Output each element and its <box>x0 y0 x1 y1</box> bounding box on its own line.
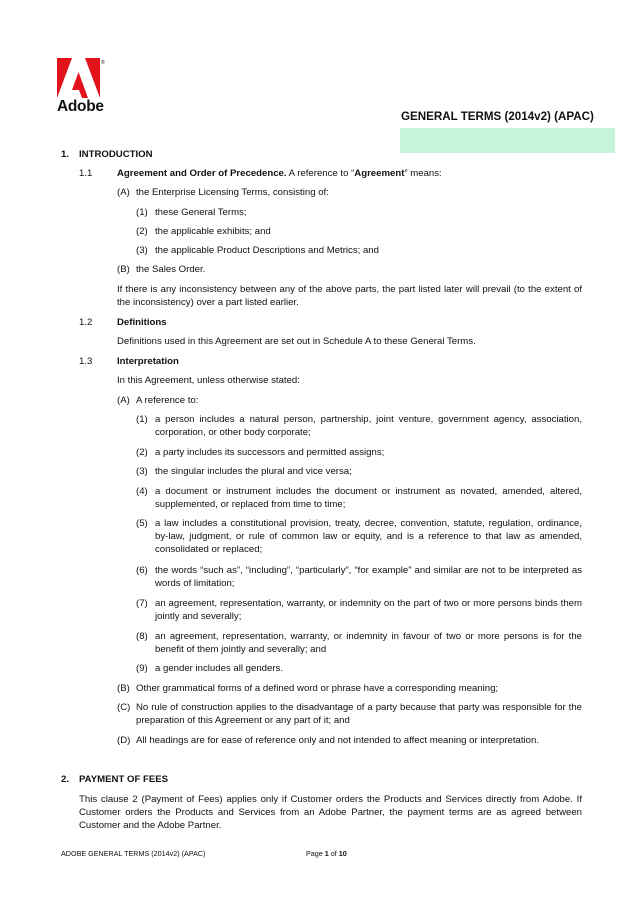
section-1-number: 1. <box>61 149 70 160</box>
list-label: (1) <box>136 414 148 425</box>
list-label: (8) <box>136 631 148 642</box>
list-item: a person includes a natural person, partnership, joint venture, government agency, association, corporation, or other body corporate; <box>155 414 582 439</box>
list-label: (D) <box>117 735 131 746</box>
logo-wordmark: Adobe <box>57 98 104 115</box>
list-item: these General Terms; <box>155 207 247 218</box>
document-title: GENERAL TERMS (2014v2) (APAC) <box>401 110 594 123</box>
clause-1-2-heading: Definitions <box>117 317 167 328</box>
list-label: (7) <box>136 598 148 609</box>
list-item: the Enterprise Licensing Terms, consisting of: <box>136 187 329 198</box>
list-item: the applicable Product Descriptions and Metrics; and <box>155 245 379 256</box>
list-label: (5) <box>136 518 148 529</box>
list-item: a party includes its successors and permitted assigns; <box>155 447 385 458</box>
list-item: a law includes a constitutional provision, treaty, decree, convention, statute, regulation, ordinance, by-law, judgment, or rule of common law or equity, and is a reference to that law as amended, consolidated or replaced; <box>155 518 582 556</box>
paragraph: Definitions used in this Agreement are set out in Schedule A to these General Terms. <box>117 336 476 347</box>
clause-1-1-intro: Agreement and Order of Precedence. A reference to “Agreement” means: <box>117 168 442 179</box>
list-label: (B) <box>117 683 130 694</box>
highlight-box <box>400 128 615 153</box>
list-item: the singular includes the plural and vice versa; <box>155 466 352 477</box>
list-label: (C) <box>117 702 131 713</box>
list-label: (3) <box>136 466 148 477</box>
list-item: an agreement, representation, warranty, or indemnity in favour of two or more persons is for the benefit of them jointly and severally; and <box>155 631 582 656</box>
paragraph: If there is any inconsistency between any of the above parts, the part listed later will prevail (to the extent of the inconsistency) over a part listed earlier. <box>117 284 582 309</box>
section-2-title: PAYMENT OF FEES <box>79 774 169 785</box>
list-label: (4) <box>136 486 148 497</box>
list-item: Other grammatical forms of a defined word or phrase have a corresponding meaning; <box>136 683 499 694</box>
list-item: All headings are for ease of reference only and not intended to affect meaning or interpretation. <box>136 735 540 746</box>
clause-1-1-heading: Agreement and Order of Precedence. <box>117 168 287 179</box>
footer-document-name: ADOBE GENERAL TERMS (2014v2) (APAC) <box>61 849 206 858</box>
paragraph: This clause 2 (Payment of Fees) applies only if Customer orders the Products and Services directly from Adobe. If Customer orders the Products and Services from an Adobe Partner, the payment terms are as agreed between Customer and the Adobe Partner. <box>79 794 582 832</box>
list-item: the applicable exhibits; and <box>155 226 271 237</box>
list-label: (3) <box>136 245 148 256</box>
adobe-logo <box>57 58 107 115</box>
list-label: (2) <box>136 447 148 458</box>
clause-1-1-number: 1.1 <box>79 168 93 179</box>
list-item: the words “such as”, “including”, “particularly”, “for example” and similar are not to be interpreted as words of limitation; <box>155 565 582 590</box>
list-item: A reference to: <box>136 395 199 406</box>
clause-1-2-number: 1.2 <box>79 317 93 328</box>
list-label: (6) <box>136 565 148 576</box>
list-label: (9) <box>136 663 148 674</box>
list-label: (A) <box>117 187 130 198</box>
page-number: Page 1 of 10 <box>306 849 347 858</box>
list-label: (1) <box>136 207 148 218</box>
list-item: No rule of construction applies to the disadvantage of a party because that party was responsible for the preparation of this Agreement or any part of it; and <box>136 702 582 727</box>
registered-icon: ® <box>101 60 105 66</box>
list-label: (A) <box>117 395 130 406</box>
list-item: the Sales Order. <box>136 264 206 275</box>
list-item: a gender includes all genders. <box>155 663 284 674</box>
adobe-a-icon <box>57 58 101 98</box>
section-2-number: 2. <box>61 774 70 785</box>
list-label: (2) <box>136 226 148 237</box>
clause-1-3-number: 1.3 <box>79 356 93 367</box>
list-label: (B) <box>117 264 130 275</box>
list-item: an agreement, representation, warranty, or indemnity on the part of two or more persons binds them jointly and severally; <box>155 598 582 623</box>
clause-1-3-heading: Interpretation <box>117 356 179 367</box>
paragraph: In this Agreement, unless otherwise stated: <box>117 375 300 386</box>
section-1-title: INTRODUCTION <box>79 149 153 160</box>
list-item: a document or instrument includes the document or instrument as novated, amended, altered, supplemented, or replaced from time to time; <box>155 486 582 511</box>
